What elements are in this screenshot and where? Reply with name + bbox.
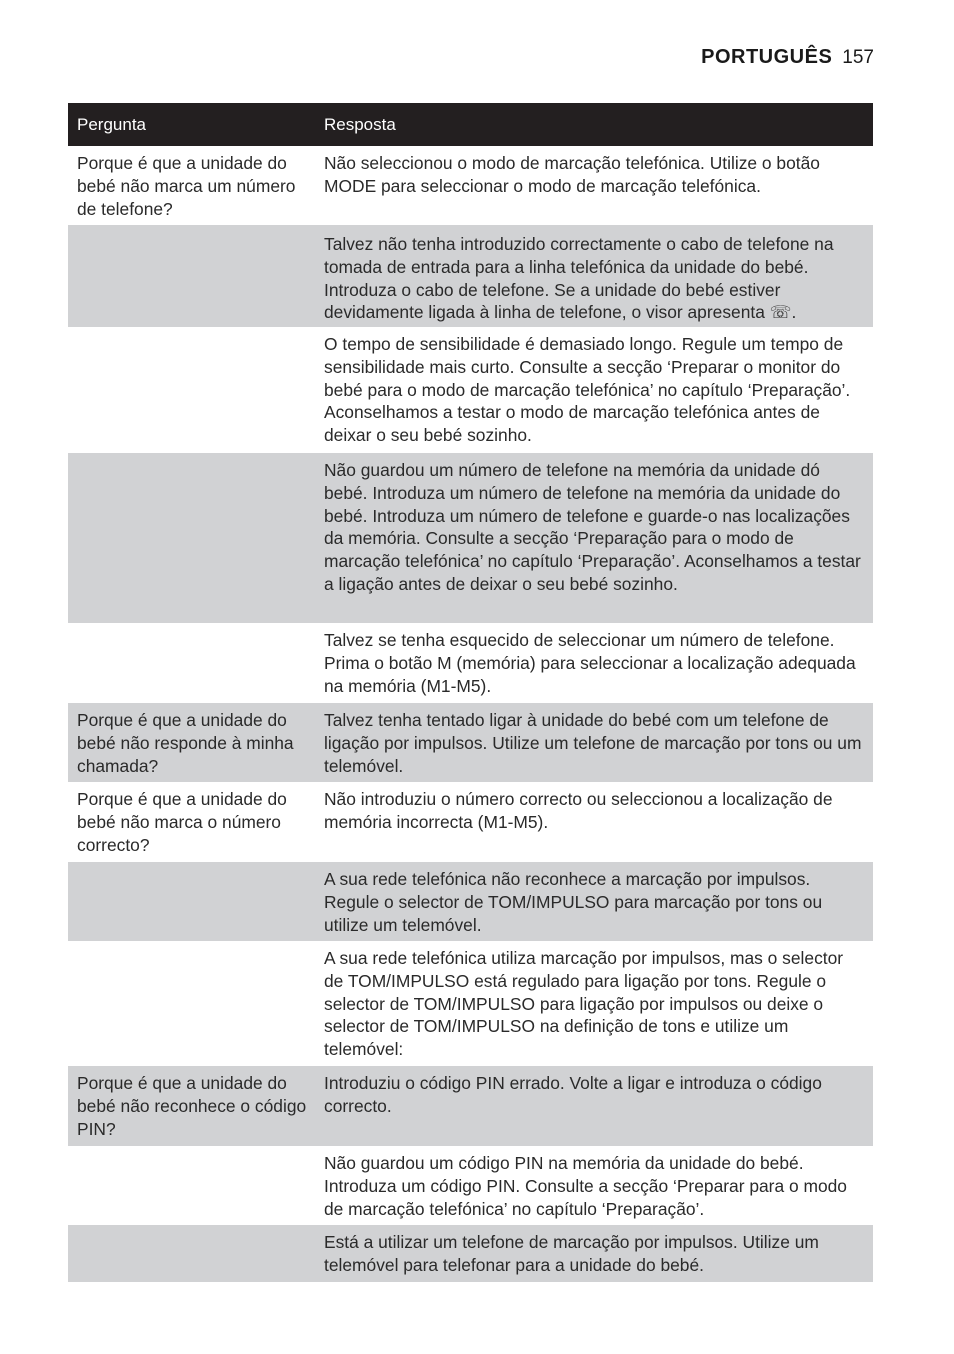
table-row xyxy=(68,1066,873,1146)
answer-cell: Não introduziu o número correcto ou seleccionou a localização de memória incorrecta (M1-M5). xyxy=(324,789,833,832)
answer-cell: Introduziu o código PIN errado. Volte a ligar e introduza o código correcto. xyxy=(324,1073,822,1116)
question-cell: Porque é que a unidade do bebé não responde à minha chamada? xyxy=(77,710,294,776)
answer-cell: A sua rede telefónica utiliza marcação por impulsos, mas o selector de TOM/IMPULSO está regulado para ligação por tons. Regule o selector de TOM/IMPULSO para ligação por impulsos ou deixe o selector de TOM/IMPULSO na definição de tons e utilize um telemóvel: xyxy=(324,948,844,1060)
table-row xyxy=(68,146,873,225)
answer-cell: Talvez tenha tentado ligar à unidade do bebé com um telefone de ligação por impulsos. Utilize um telefone de marcação por tons ou um telemóvel. xyxy=(324,710,862,776)
answer-cell: A sua rede telefónica não reconhece a marcação por impulsos. Regule o selector de TOM/IMPULSO para marcação por tons ou utilize um telemóvel. xyxy=(324,869,823,935)
table-row xyxy=(68,225,873,327)
answer-cell: Não guardou um código PIN na memória da unidade do bebé. Introduza um código PIN. Consulte a secção ‘Preparar para o modo de marcação telefónica’ no capítulo ‘Preparação’. xyxy=(324,1153,847,1219)
answer-cell: Talvez não tenha introduzido correctamente o cabo de telefone na tomada de entrada para a linha telefónica da unidade do bebé. Introduza o cabo de telefone. Se a unidade do bebé estiver devidamente ligada à linha de telefone, o visor apresenta ☏. xyxy=(324,234,834,323)
answer-cell: Não guardou um número de telefone na memória da unidade dó bebé. Introduza um número de telefone na memória da unidade do bebé. Introduza um número de telefone e guarde-o nas localizações da memória. Consulte a secção ‘Preparação para o modo de marcação telefónica’ no capítulo ‘Preparação’. Aconselhamos a testar a ligação antes de deixar o seu bebé sozinho. xyxy=(324,460,861,594)
section-title: PORTUGUÊS xyxy=(701,46,833,68)
answer-cell: O tempo de sensibilidade é demasiado longo. Regule um tempo de sensibilidade mais curto. Consulte a secção ‘Preparar o monitor do bebé para o modo de marcação telefónica’ no capítulo ‘Preparação’. Aconselhamos a testar o modo de marcação telefónica antes de deixar o seu bebé sozinho. xyxy=(324,334,851,446)
question-cell xyxy=(68,1146,316,1225)
question-cell xyxy=(68,862,316,941)
answer-cell: Não seleccionou o modo de marcação telefónica. Utilize o botão MODE para seleccionar o modo de marcação telefónica. xyxy=(324,153,820,196)
table-row xyxy=(68,941,873,1066)
table-row xyxy=(68,623,873,703)
question-cell xyxy=(68,453,316,623)
table-row xyxy=(68,782,873,862)
table-row xyxy=(68,1225,873,1282)
table-header xyxy=(68,103,873,146)
question-cell xyxy=(68,327,316,453)
table-row xyxy=(68,862,873,941)
page-number: 157 xyxy=(842,47,874,68)
question-cell xyxy=(68,941,316,1066)
question-cell xyxy=(68,225,316,327)
question-cell xyxy=(68,1225,316,1282)
question-cell xyxy=(68,623,316,703)
question-cell: Porque é que a unidade do bebé não marca um número de telefone? xyxy=(77,153,296,219)
column-header-question: Pergunta xyxy=(77,114,146,134)
table-row xyxy=(68,1146,873,1225)
page-header xyxy=(701,46,874,69)
table-row xyxy=(68,327,873,453)
table-row xyxy=(68,703,873,782)
faq-table xyxy=(68,103,873,1282)
question-cell: Porque é que a unidade do bebé não reconhece o código PIN? xyxy=(77,1073,307,1139)
question-cell: Porque é que a unidade do bebé não marca o número correcto? xyxy=(77,789,287,855)
answer-cell: Está a utilizar um telefone de marcação por impulsos. Utilize um telemóvel para telefonar para a unidade do bebé. xyxy=(324,1232,819,1275)
column-header-answer: Resposta xyxy=(324,114,396,134)
table-row xyxy=(68,453,873,623)
answer-cell: Talvez se tenha esquecido de seleccionar um número de telefone. Prima o botão M (memória) para seleccionar a localização adequada na memória (M1-M5). xyxy=(324,630,856,696)
